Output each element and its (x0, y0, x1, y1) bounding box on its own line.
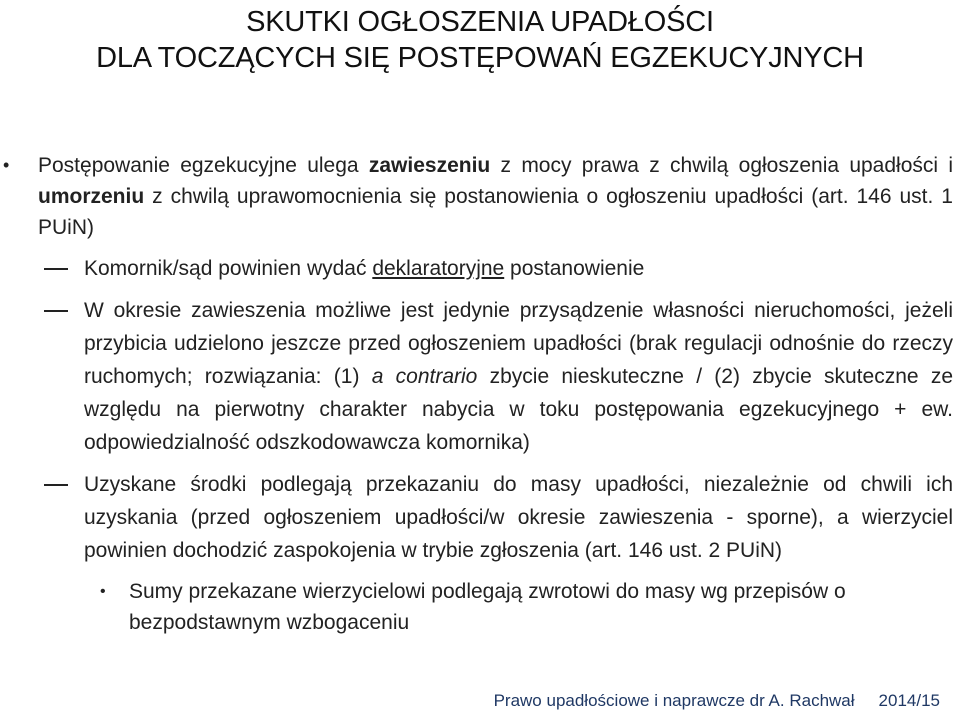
dash-marker-icon (44, 310, 68, 312)
dash-marker-icon (44, 484, 68, 486)
sub2-italic-a-contrario: a contrario (371, 365, 478, 388)
sub-item-declaratory (0, 252, 960, 285)
sub2-text-1: W okresie zawieszenia możliwe jest jedynie przysądzenie własności nieruchomości, jeżeli przybicia udzielono jeszcze przed ogłoszeniem upadłości (brak regulacji odnośnie do rzeczy ruchomych; rozwiązania: (1) (84, 299, 953, 388)
bullet1-bold-suspension: zawieszeniu (368, 154, 491, 177)
title-line-2: DLA TOCZĄCYCH SIĘ POSTĘPOWAŃ EGZEKUCYJNYCH (96, 42, 864, 74)
slide-title (0, 4, 960, 76)
subsub-item-unjust-enrichment (0, 576, 960, 638)
bullet-item-suspension (0, 150, 960, 243)
sub1-text-2: postanowienie (504, 257, 645, 280)
bullet1-bold-discontinuation: umorzeniu (38, 185, 145, 208)
slide-content (0, 150, 960, 638)
bullet1-text-1: Postępowanie egzekucyjne ulega (38, 154, 369, 177)
sub-item-suspension-period (0, 294, 960, 459)
bullet1-text-2: z mocy prawa z chwilą ogłoszenia upadłości i (490, 154, 953, 177)
slide-footer (494, 691, 940, 711)
bullet1-text-3: z chwilą uprawomocnienia się postanowienia o ogłoszeniu upadłości (art. 146 ust. 1 PUiN) (38, 185, 953, 239)
sub1-underline-declaratory: deklaratoryjne (372, 257, 505, 280)
sub-item-funds-transfer (0, 468, 960, 567)
sub2-text-2: zbycie nieskuteczne / (2) zbycie skuteczne ze względu na pierwotny charakter nabycia w toku postępowania egzekucyjnego + ew. odpowiedzialność odszkodowawcza komornika) (84, 365, 953, 454)
sub3-text: Uzyskane środki podlegają przekazaniu do masy upadłości, niezależnie od chwili ich uzyskania (przed ogłoszeniem upadłości/w okresie zawieszenia - sporne), a wierzyciel powinien dochodzić zaspokojenia w trybie zgłoszenia (art. 146 ust. 2 PUiN) (84, 473, 953, 562)
bullet-marker-icon: • (3, 155, 10, 175)
title-line-1: SKUTKI OGŁOSZENIA UPADŁOŚCI (246, 6, 714, 38)
dash-marker-icon (44, 268, 68, 270)
footer-course-text: Prawo upadłościowe i naprawcze dr A. Rachwał (493, 691, 855, 710)
bullet-marker-icon: • (100, 583, 106, 600)
footer-year: 2014/15 (878, 691, 940, 710)
sub1-text-1: Komornik/sąd powinien wydać (84, 257, 373, 280)
subsub1-text: Sumy przekazane wierzycielowi podlegają zwrotowi do masy wg przepisów o bezpodstawnym wzbogaceniu (129, 580, 846, 634)
